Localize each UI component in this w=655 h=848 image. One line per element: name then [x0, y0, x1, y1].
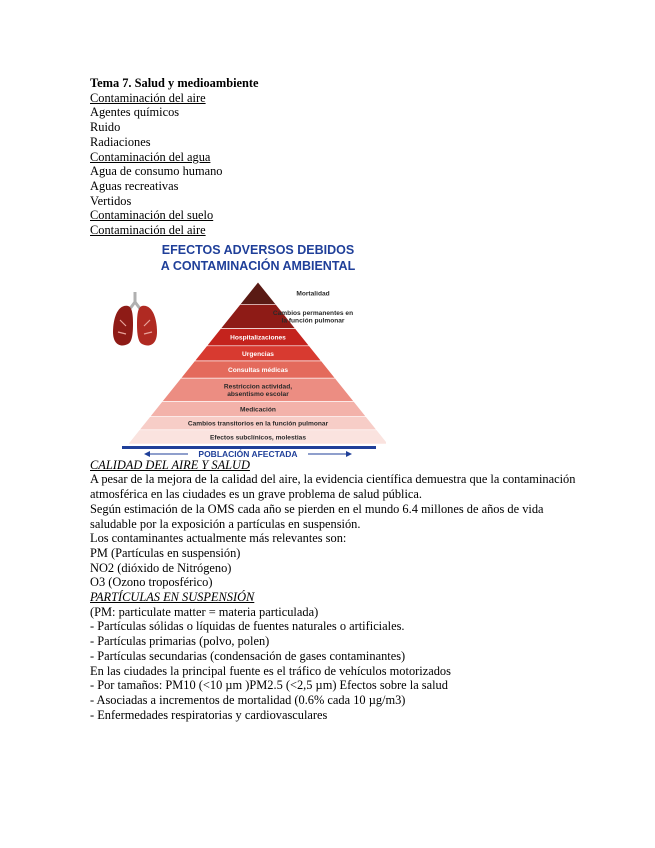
heading-particulas: PARTÍCULAS EN SUSPENSIÓN — [90, 590, 255, 605]
pyramid-level-label: Hospitalizaciones — [230, 334, 286, 342]
pyramid-level-label: Urgencias — [242, 350, 274, 358]
list-item: Radiaciones — [90, 134, 151, 149]
text-line: En las ciudades la principal fuente es el tráfico de vehículos motorizados — [90, 663, 451, 678]
pyramid-level-label: Cambios permanentes en — [272, 309, 354, 317]
pyramid-level-label: Mortalidad — [296, 290, 330, 298]
figure-title-line2: A CONTAMINACIÓN AMBIENTAL — [160, 258, 356, 273]
pyramid-level-label: la función pulmonar — [281, 317, 345, 325]
text-line: - Partículas primarias (polvo, polen) — [90, 634, 270, 649]
section-heading-soil: Contaminación del suelo — [90, 208, 214, 223]
text-line: Los contaminantes actualmente más relevantes son: — [90, 531, 347, 546]
list-item: Vertidos — [90, 193, 132, 208]
document-page — [90, 76, 590, 722]
text-line: - Partículas sólidas o líquidas de fuentes naturales o artificiales. — [90, 619, 405, 634]
base-label: POBLACIÓN AFECTADA — [198, 448, 298, 458]
text-line: NO2 (dióxido de Nitrógeno) — [90, 560, 232, 575]
section-heading-air-2: Contaminación del aire — [90, 223, 206, 238]
pyramid-level-label: Consultas médicas — [227, 366, 289, 374]
section-heading-air: Contaminación del aire — [90, 90, 206, 105]
pyramid-level-label: absentismo escolar — [227, 390, 289, 398]
text-line: - Asociadas a incrementos de mortalidad (0.6% cada 10 µg/m3) — [90, 692, 406, 707]
pyramid-svg — [108, 240, 386, 458]
section-heading-water: Contaminación del agua — [90, 149, 211, 164]
list-item: Aguas recreativas — [90, 178, 179, 193]
list-item: Agentes químicos — [90, 105, 180, 120]
list-item: Ruido — [90, 120, 121, 135]
paragraph-2: Según estimación de la OMS cada año se pierden en el mundo 6.4 millones de años de vida saludable por la exposición a partículas en suspensión. — [90, 501, 544, 531]
text-line: - Partículas secundarias (condensación de gases contaminantes) — [90, 648, 406, 663]
pyramid-level — [240, 282, 276, 304]
heading-calidad-aire: CALIDAD DEL AIRE Y SALUD — [90, 457, 250, 472]
text-line: PM (Partículas en suspensión) — [90, 545, 241, 560]
text-line: O3 (Ozono troposférico) — [90, 575, 213, 590]
arrow-right-icon — [346, 451, 352, 457]
lungs-icon — [113, 292, 157, 346]
text-line: (PM: particulate matter = materia particulada) — [90, 604, 319, 619]
text-line: - Enfermedades respiratorias y cardiovasculares — [90, 707, 328, 722]
pyramid-level-label: Restriccion actividad, — [223, 383, 293, 391]
figure-title-line1: EFECTOS ADVERSOS DEBIDOS — [161, 242, 355, 257]
pyramid-layers — [128, 282, 386, 444]
pyramid-level-label: Cambios transitorios en la función pulmonar — [187, 420, 329, 428]
arrow-left-icon — [144, 451, 150, 457]
pyramid-figure — [108, 240, 386, 458]
pyramid-level-label: Medicación — [240, 406, 276, 414]
text-line: - Por tamaños: PM10 (<10 µm )PM2.5 (<2,5 µm) Efectos sobre la salud — [90, 678, 448, 693]
page-title: Tema 7. Salud y medioambiente — [90, 76, 259, 90]
paragraph-1: A pesar de la mejora de la calidad del aire, la evidencia científica demuestra que la contaminación atmosférica en las ciudades es un grave problema de salud pública. — [90, 472, 576, 502]
list-item: Agua de consumo humano — [90, 164, 223, 179]
pyramid-level-label: Efectos subclínicos, molestias — [209, 434, 307, 442]
